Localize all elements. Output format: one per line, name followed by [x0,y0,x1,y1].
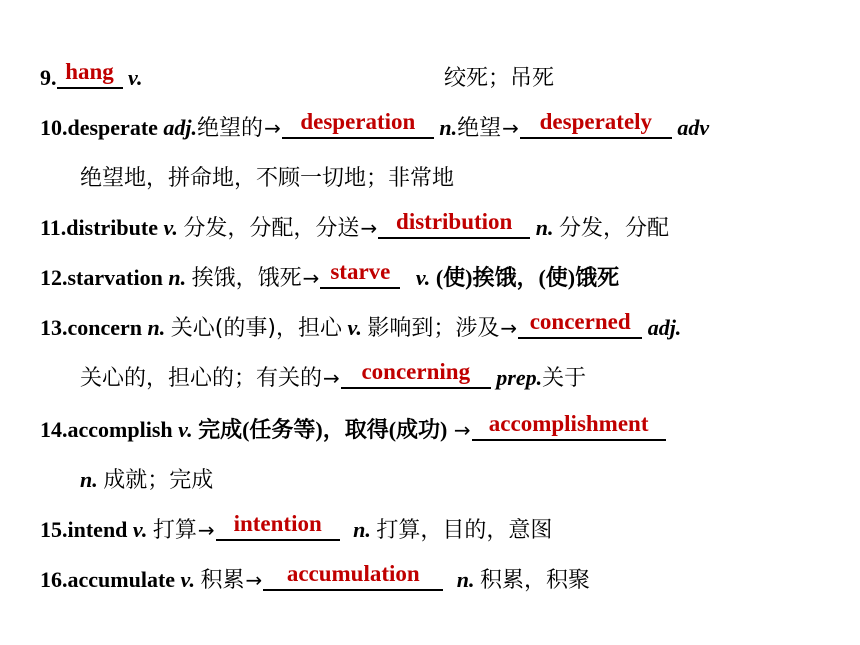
entry-14-continued [80,458,213,502]
part-of-speech: n. [535,215,554,240]
part-of-speech: v. [347,315,362,340]
answer-text: accomplishment [488,411,649,436]
entry-10 [40,106,709,150]
headword: 11.distribute [40,215,164,240]
part-of-speech: n. [147,315,166,340]
part-of-speech: v. [163,215,178,240]
answer-blank[interactable] [518,307,642,339]
part-of-speech: adj. [647,315,682,340]
meaning: 完成(任务等)，取得(成功) [198,417,448,442]
part-of-speech: n. [456,567,475,592]
answer-text: starve [330,259,391,284]
meaning: 关心(的事)，担心 [170,316,342,341]
headword: 14.accomplish [40,417,179,442]
answer-blank[interactable] [282,107,434,139]
answer-text: concerning [361,359,471,384]
answer-text: desperately [539,109,653,134]
answer-blank[interactable] [520,107,672,139]
answer-text: distribution [396,209,513,234]
answer-text: intention [233,511,322,536]
meaning: 绝望地，拼命地，不顾一切地；非常地 [80,166,455,191]
answer-text: hang [65,59,114,84]
arrow-icon: → [302,266,320,290]
entry-12 [40,256,619,300]
meaning: 成就；完成 [103,468,214,493]
meaning: 打算 [152,518,197,543]
meaning: 绝望的 [197,116,264,141]
headword: 10.desperate [40,115,164,140]
entry-13-continued [80,356,586,400]
part-of-speech: adv [677,115,710,140]
headword: 12.starvation [40,265,169,290]
arrow-icon: → [264,116,281,140]
entry-11 [40,206,669,250]
arrow-icon: → [500,316,518,340]
headword: 15.intend [40,517,133,542]
part-of-speech: v. [132,517,148,542]
entry-13 [40,306,681,350]
arrow-icon: → [197,518,215,542]
entry-number: 9. [40,65,57,90]
arrow-icon: → [453,418,471,442]
answer-blank[interactable] [472,409,666,441]
meaning: 影响到；涉及 [367,316,500,341]
answer-text: desperation [300,109,416,134]
part-of-speech: v. [180,567,195,592]
entry-15 [40,508,552,552]
meaning: 分发，分配，分送 [183,216,360,241]
arrow-icon: → [502,116,519,140]
entry-10-continued [80,156,454,200]
answer-text: accumulation [286,561,420,586]
entry-9 [40,56,554,100]
meaning: 绞死；吊死 [443,66,554,91]
part-of-speech: n. [439,115,458,140]
part-of-speech: v. [178,417,193,442]
part-of-speech: adj. [163,115,198,140]
arrow-icon: → [323,366,340,390]
answer-blank[interactable] [320,257,400,289]
part-of-speech: v. [128,65,143,90]
meaning: 分发，分配 [558,216,669,241]
answer-blank[interactable] [341,357,491,389]
meaning: 积累 [200,568,245,593]
part-of-speech: prep. [496,365,543,390]
meaning: 关于 [542,366,587,391]
answer-blank[interactable] [57,57,123,89]
meaning: (使)挨饿，(使)饿死 [435,265,620,290]
answer-blank[interactable] [378,207,530,239]
part-of-speech: n. [168,265,187,290]
entry-16 [40,558,590,602]
headword: 16.accumulate [40,567,181,592]
arrow-icon: → [245,568,263,592]
part-of-speech: n. [353,517,371,542]
arrow-icon: → [360,216,378,240]
meaning: 挨饿，饿死 [191,266,302,291]
part-of-speech: v. [415,265,431,290]
answer-blank[interactable] [263,559,443,591]
answer-text: concerned [529,309,631,334]
answer-blank[interactable] [216,509,340,541]
meaning: 关心的，担心的；有关的 [80,366,323,391]
meaning: 绝望 [457,116,502,141]
meaning: 积累，积聚 [480,568,591,593]
headword: 13.concern [40,315,148,340]
meaning: 打算，目的，意图 [376,518,553,543]
entry-14 [40,408,666,452]
part-of-speech: n. [80,467,98,492]
